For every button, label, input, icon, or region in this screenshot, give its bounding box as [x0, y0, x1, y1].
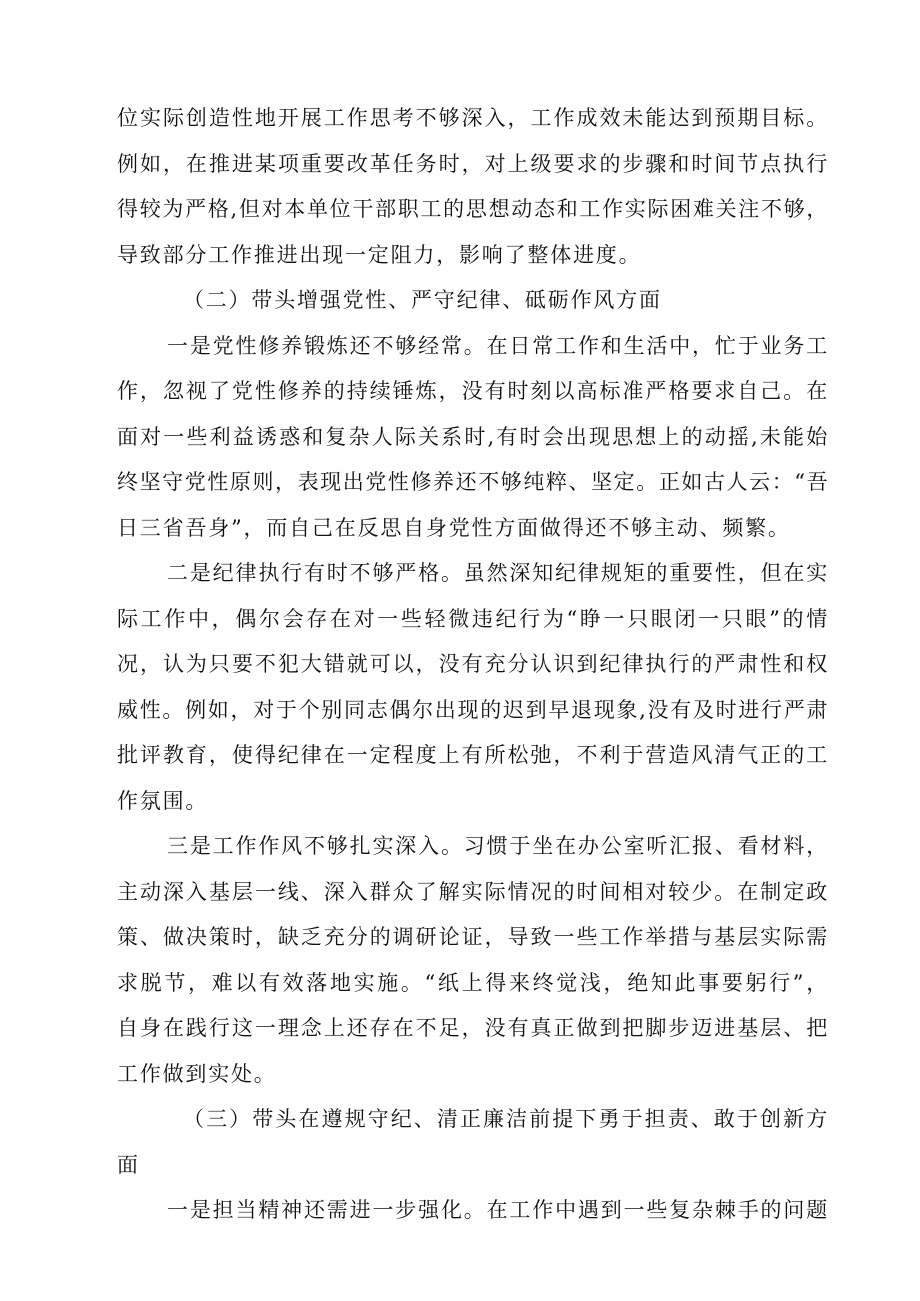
- text-line: 主动深入基层一线、深入群众了解实际情况的时间相对较少。在制定政: [117, 879, 829, 904]
- text-line: 际工作中，偶尔会存在对一些轻微违纪行为“睁一只眼闭一只眼”的情: [117, 606, 829, 631]
- section-heading-3: （三）带头在遵规守纪、清正廉洁前提下勇于担责、敢于创新方: [183, 1107, 829, 1131]
- text-line: 一是党性修养锻炼还不够经常。在日常工作和生活中，忙于业务工: [167, 333, 829, 358]
- text-line: 作氛围。: [117, 788, 209, 813]
- text-line: 终坚守党性原则，表现出党性修养还不够纯粹、坚定。正如古人云：“吾: [117, 470, 829, 494]
- section-heading-3-continued: 面: [117, 1152, 140, 1177]
- text-line: 得较为严格,但对本单位干部职工的思想动态和工作实际困难关注不够，: [117, 197, 829, 221]
- text-line: 日三省吾身”，而自己在反思自身党性方面做得还不够主动、频繁。: [117, 515, 791, 540]
- text-line: 三是工作作风不够扎实深入。习惯于坐在办公室听汇报、看材料，: [167, 834, 829, 858]
- section-heading-2: （二）带头增强党性、严守纪律、砥砺作风方面: [183, 288, 662, 312]
- text-line: 况，认为只要不犯大错就可以，没有充分认识到纪律执行的严肃性和权: [117, 652, 829, 676]
- text-line: 作，忽视了党性修养的持续锤炼，没有时刻以高标准严格要求自己。在: [117, 379, 829, 403]
- text-line: 工作做到实处。: [117, 1061, 277, 1086]
- text-line: 二是纪律执行有时不够严格。虽然深知纪律规矩的重要性，但在实: [167, 561, 829, 585]
- text-line: 导致部分工作推进出现一定阻力，影响了整体进度。: [117, 242, 642, 267]
- text-line: 求脱节，难以有效落地实施。“纸上得来终觉浅，绝知此事要躬行”，: [117, 970, 829, 995]
- text-line: 威性。例如，对于个别同志偶尔出现的迟到早退现象,没有及时进行严肃: [117, 697, 829, 722]
- text-line: 自身在践行这一理念上还存在不足，没有真正做到把脚步迈进基层、把: [117, 1016, 829, 1040]
- text-line: 面对一些利益诱惑和复杂人际关系时,有时会出现思想上的动摇,未能始: [117, 424, 829, 449]
- text-line: 例如，在推进某项重要改革任务时，对上级要求的步骤和时间节点执行: [117, 151, 829, 176]
- text-line: 位实际创造性地开展工作思考不够深入，工作成效未能达到预期目标。: [117, 106, 829, 130]
- text-line: 批评教育，使得纪律在一定程度上有所松弛，不利于营造风清气正的工: [117, 743, 829, 767]
- text-line: 策、做决策时，缺乏充分的调研论证，导致一些工作举措与基层实际需: [117, 925, 829, 949]
- document-body: [117, 96, 829, 1234]
- text-line: 一是担当精神还需进一步强化。在工作中遇到一些复杂棘手的问题: [167, 1198, 829, 1222]
